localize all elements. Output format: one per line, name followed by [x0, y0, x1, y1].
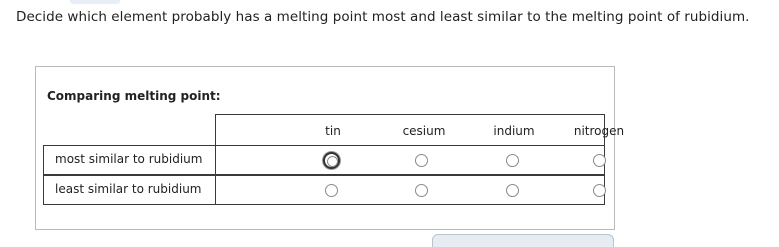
radio-most-cesium[interactable] — [415, 154, 428, 167]
radio-least-indium[interactable] — [506, 184, 519, 197]
column-header-nitrogen: nitrogen — [573, 124, 625, 138]
bottom-action-button[interactable] — [432, 234, 614, 247]
column-header-cesium: cesium — [402, 124, 446, 138]
row-label-most-similar — [43, 145, 216, 175]
choice-grid — [43, 114, 625, 206]
top-tab — [70, 0, 120, 4]
radio-least-tin[interactable] — [325, 184, 338, 197]
choice-row-least-similar — [215, 175, 605, 205]
question-text: Decide which element probably has a melting point most and least similar to the melting point of rubidium. — [16, 9, 750, 25]
row-label-text: most similar to rubidium — [55, 152, 203, 166]
radio-most-indium[interactable] — [506, 154, 519, 167]
row-label-text: least similar to rubidium — [55, 182, 202, 196]
panel-title: Comparing melting point: — [47, 89, 221, 103]
radio-most-nitrogen[interactable] — [593, 154, 606, 167]
row-label-least-similar — [43, 175, 216, 205]
choice-row-most-similar — [215, 145, 605, 175]
radio-least-cesium[interactable] — [415, 184, 428, 197]
radio-least-nitrogen[interactable] — [593, 184, 606, 197]
column-header-indium: indium — [493, 124, 535, 138]
radio-most-tin[interactable] — [323, 152, 340, 169]
answer-panel — [35, 66, 625, 230]
column-header-row — [215, 114, 625, 146]
column-header-tin: tin — [325, 124, 341, 138]
